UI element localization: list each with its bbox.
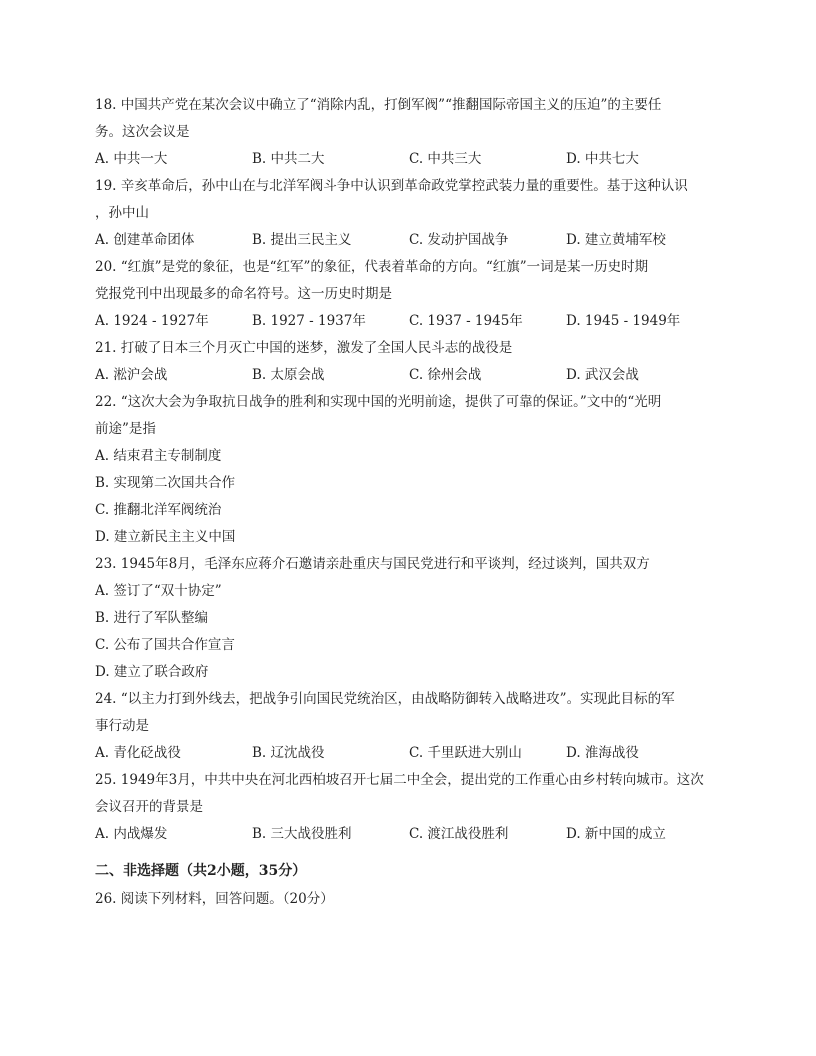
question-stem: 20. “红旗”是党的象征，也是“红军”的象征，代表着革命的方向。“红旗”一词是某一历史时期 xyxy=(95,259,649,275)
question-stem: 23. 1945年8月，毛泽东应蒋介石邀请亲赴重庆与国民党进行和平谈判，经过谈判，国共双方 xyxy=(95,556,650,572)
question-stem: 会议召开的背景是 xyxy=(95,799,203,815)
option-c: C. 公布了国共合作宣言 xyxy=(95,637,235,653)
option-c: C. 千里跃进大别山 xyxy=(409,745,522,761)
question-stem: 22. “这次大会为争取抗日战争的胜利和实现中国的光明前途，提供了可靠的保证。”文中的“光明 xyxy=(95,394,662,410)
option-c: C. 发动护国战争 xyxy=(409,232,509,248)
option-a: A. 1924 - 1927年 xyxy=(95,313,209,329)
option-b: B. 中共二大 xyxy=(252,151,325,167)
option-c: C. 渡江战役胜利 xyxy=(409,826,509,842)
exam-page xyxy=(95,92,735,913)
question-19 xyxy=(95,173,735,254)
question-stem: ，孙中山 xyxy=(95,205,149,221)
question-stem: 18. 中国共产党在某次会议中确立了“消除内乱，打倒军阀”“推翻国际帝国主义的压迫”的主要任 xyxy=(95,97,662,113)
question-stem: 事行动是 xyxy=(95,718,149,734)
option-b: B. 进行了军队整编 xyxy=(95,610,209,626)
option-c: C. 徐州会战 xyxy=(409,367,482,383)
option-d: D. 建立黄埔军校 xyxy=(566,232,666,248)
options-row xyxy=(95,362,735,389)
option-d: D. 新中国的成立 xyxy=(566,826,666,842)
option-d: D. 1945 - 1949年 xyxy=(566,313,681,329)
options-row xyxy=(95,740,735,767)
question-26-stem: 26. 阅读下列材料，回答问题。（20分） xyxy=(95,891,334,907)
option-a: A. 淞沪会战 xyxy=(95,367,168,383)
option-d: D. 武汉会战 xyxy=(566,367,639,383)
option-c: C. 推翻北洋军阀统治 xyxy=(95,502,222,518)
question-20 xyxy=(95,254,735,335)
option-b: B. 太原会战 xyxy=(252,367,325,383)
question-24 xyxy=(95,686,735,767)
option-d: D. 中共七大 xyxy=(566,151,639,167)
option-d: D. 建立新民主主义中国 xyxy=(95,529,236,545)
question-stem: 党报党刊中出现最多的命名符号。这一历史时期是 xyxy=(95,286,392,302)
option-b: B. 1927 - 1937年 xyxy=(252,313,366,329)
question-22 xyxy=(95,389,735,551)
option-b: B. 实现第二次国共合作 xyxy=(95,475,236,491)
question-stem: 25. 1949年3月，中共中央在河北西柏坡召开七届二中全会，提出党的工作重心由乡村转向城市。这次 xyxy=(95,772,704,788)
option-a: A. 中共一大 xyxy=(95,151,168,167)
question-18 xyxy=(95,92,735,173)
options-row xyxy=(95,308,735,335)
option-b: B. 辽沈战役 xyxy=(252,745,325,761)
question-stem: 务。这次会议是 xyxy=(95,124,190,140)
option-a: A. 结束君主专制制度 xyxy=(95,448,222,464)
question-stem: 24. “以主力打到外线去，把战争引向国民党统治区，由战略防御转入战略进攻”。实现此目标的军 xyxy=(95,691,675,707)
option-b: B. 提出三民主义 xyxy=(252,232,352,248)
option-a: A. 创建革命团体 xyxy=(95,232,195,248)
options-row xyxy=(95,146,735,173)
section-title: 二、非选择题（共2小题，35分） xyxy=(95,863,307,879)
option-c: C. 1937 - 1945年 xyxy=(409,313,523,329)
option-a: A. 青化砭战役 xyxy=(95,745,181,761)
question-stem: 21. 打破了日本三个月灭亡中国的迷梦，激发了全国人民斗志的战役是 xyxy=(95,340,513,356)
option-a: A. 签订了“双十协定” xyxy=(95,583,222,599)
option-d: D. 建立了联合政府 xyxy=(95,664,209,680)
options-row xyxy=(95,227,735,254)
option-d: D. 淮海战役 xyxy=(566,745,639,761)
question-stem: 前途”是指 xyxy=(95,421,156,437)
question-23 xyxy=(95,551,735,686)
option-a: A. 内战爆发 xyxy=(95,826,168,842)
question-25 xyxy=(95,767,735,848)
options-row xyxy=(95,821,735,848)
option-c: C. 中共三大 xyxy=(409,151,482,167)
option-b: B. 三大战役胜利 xyxy=(252,826,352,842)
question-stem: 19. 辛亥革命后，孙中山在与北洋军阀斗争中认识到革命政党掌控武装力量的重要性。基于这种认识 xyxy=(95,178,688,194)
question-21 xyxy=(95,335,735,389)
